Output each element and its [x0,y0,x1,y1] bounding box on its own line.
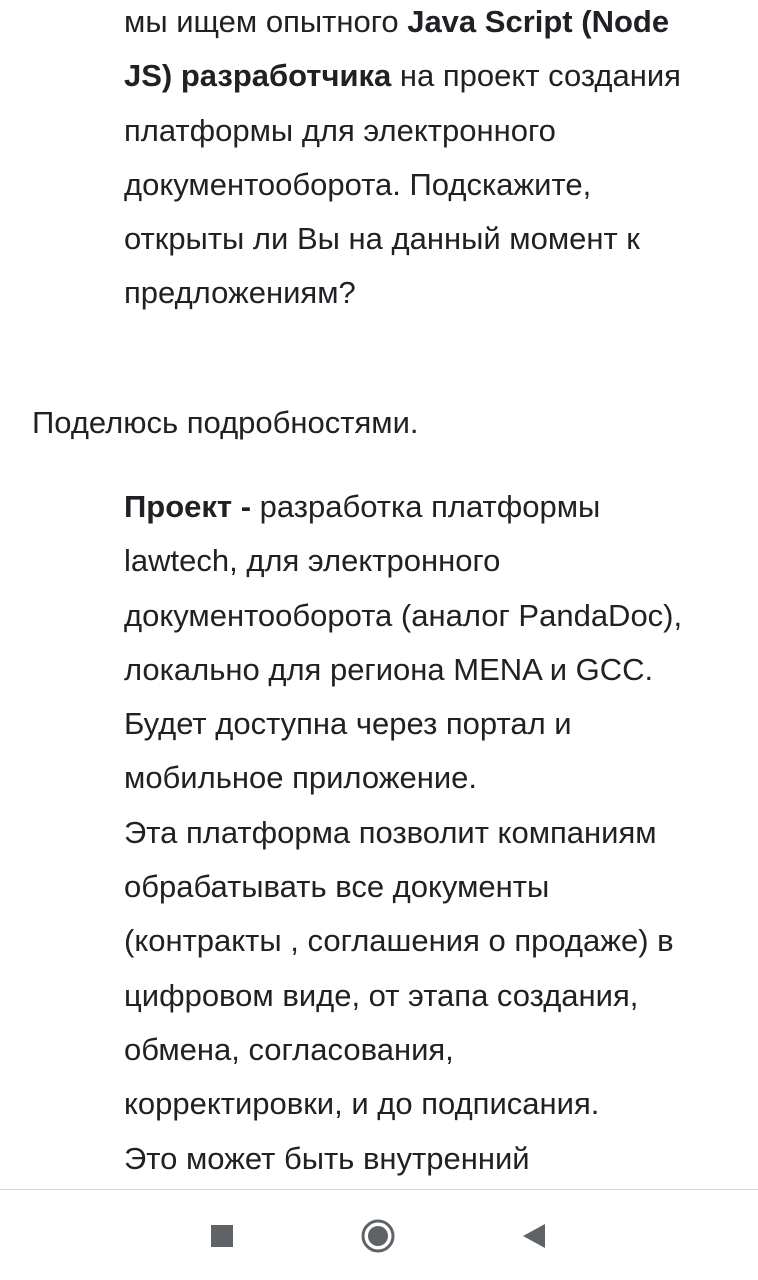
text-segment: на проект создания [391,58,681,94]
text-segment: разработка платформы [259,489,601,524]
intro-line [124,158,681,212]
text-segment: (контракты , соглашения о продаже) в [124,923,674,959]
project-line [124,1132,682,1186]
text-segment: локально для региона MENA и GCC. [124,651,654,687]
project-line [124,806,682,860]
text-segment: платформы для электронного [124,112,556,148]
project-line [124,969,682,1023]
project-line [124,751,682,805]
text-segment: открыты ли Вы на данный момент к [124,221,640,257]
intro-line [124,49,681,103]
text-segment: мы ищем опытного [124,4,408,39]
project-line [124,589,682,643]
text-segment: документооборота. Подскажите, [124,166,592,202]
text-segment: документооборота (аналог PandaDoc), [124,597,683,633]
project-paragraph [124,480,682,1186]
project-line [124,697,682,751]
intro-line [124,0,681,49]
bold-text-segment: Проект - [124,489,260,524]
circle-home-icon [360,1218,396,1254]
text-segment: Эта платформа позволит компаниям [124,814,657,850]
details-intro-text: Поделюсь подробностями. [32,405,419,440]
bold-text-segment: Java Script (Node [407,4,670,39]
intro-line [124,266,681,320]
text-segment: мобильное приложение. [124,760,478,796]
recent-apps-button[interactable] [198,1212,246,1260]
intro-line [124,212,681,266]
intro-line [124,104,681,158]
system-navigation-bar [0,1190,758,1280]
text-segment: предложениям? [124,275,356,311]
text-segment: обрабатывать все документы [124,869,550,905]
back-button[interactable] [510,1212,558,1260]
text-segment: lawtech, для электронного [124,543,501,579]
text-segment: Это может быть внутренний [124,1140,530,1176]
project-line [124,534,682,588]
project-line [124,1023,682,1077]
text-segment: обмена, согласования, [124,1031,454,1067]
intro-paragraph [124,0,681,321]
square-icon [210,1224,234,1248]
text-segment: корректировки, и до подписания. [124,1086,600,1122]
home-button[interactable] [354,1212,402,1260]
bold-text-segment: JS) разработчика [124,58,392,94]
triangle-back-icon [521,1222,547,1250]
project-line [124,914,682,968]
text-segment: Будет доступна через портал и [124,706,572,742]
text-segment: цифровом виде, от этапа создания, [124,977,639,1013]
project-line [124,480,682,534]
project-line [124,643,682,697]
project-line [124,860,682,914]
project-line [124,1077,682,1131]
